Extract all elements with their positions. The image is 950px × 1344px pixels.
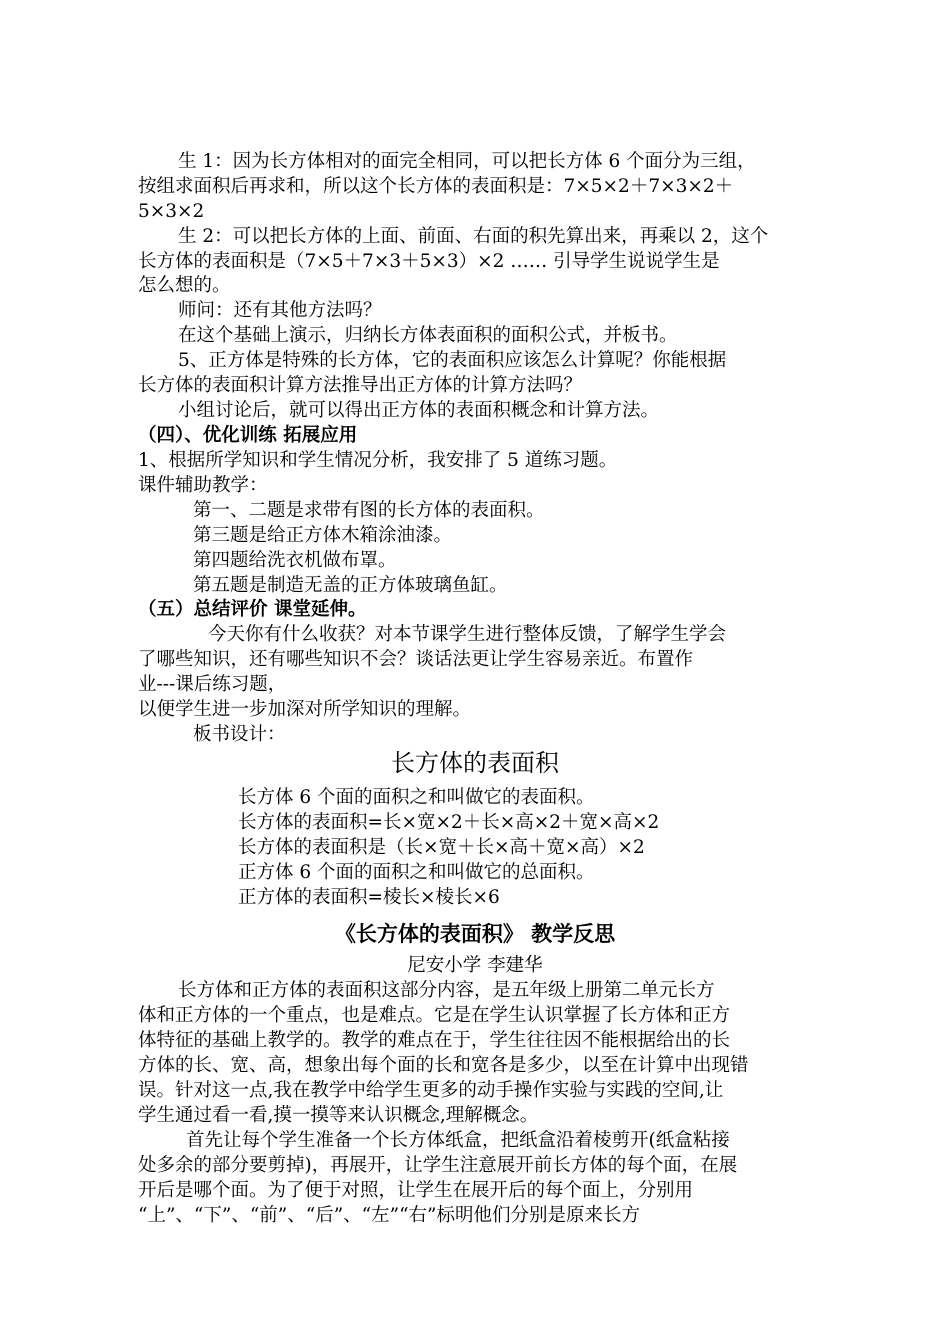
section-heading: （五）总结评价 课堂延伸。 (138, 599, 367, 620)
paragraph-line: 了哪些知识，还有哪些知识不会？谈话法更让学生容易亲近。布置作 (138, 649, 694, 670)
reflection-title: 《长方体的表面积》 教学反思 (334, 921, 616, 946)
paragraph-line: 误。针对这一点,我在教学中给学生更多的动手操作实验与实践的空间,让 (138, 1080, 724, 1101)
paragraph-line: 按组求面积后再求和，所以这个长方体的表面积是：7×5×2＋7×3×2＋ (138, 176, 734, 197)
paragraph-line: 开后是哪个面。为了便于对照，让学生在展开后的每个面上，分别用 (138, 1180, 694, 1201)
paragraph-line: 今天你有什么收获？对本节课学生进行整体反馈，了解学生学会 (208, 624, 727, 645)
board-line: 长方体的表面积是（长×宽＋长×高＋宽×高）×2 (238, 837, 645, 858)
paragraph-line: 5、正方体是特殊的长方体，它的表面积应该怎么计算呢？你能根据 (178, 350, 727, 371)
board-line: 正方体 6 个面的面积之和叫做它的总面积。 (238, 862, 595, 883)
board-line: 长方体的表面积=长×宽×2＋长×高×2＋宽×高×2 (238, 812, 660, 833)
paragraph-line: 以便学生进一步加深对所学知识的理解。 (138, 699, 472, 720)
board-line: 长方体 6 个面的面积之和叫做它的表面积。 (238, 787, 595, 808)
paragraph-line: 小组讨论后，就可以得出正方体的表面积概念和计算方法。 (178, 400, 660, 421)
board-title: 长方体的表面积 (391, 749, 559, 777)
paragraph-line: 师问：还有其他方法吗？ (178, 300, 382, 321)
paragraph-line: “上”、“下”、“前”、“后”、“左”“右”标明他们分别是原来长方 (138, 1205, 640, 1226)
list-item: 第四题给洗衣机做布罩。 (193, 550, 397, 571)
paragraph-line: 长方体的表面积计算方法推导出正方体的计算方法吗？ (138, 375, 583, 396)
paragraph-line: 体和正方体的一个重点，也是难点。它是在学生认识掌握了长方体和正方 (138, 1005, 731, 1026)
paragraph-line: 业---课后练习题， (138, 674, 287, 695)
list-item: 第五题是制造无盖的正方体玻璃鱼缸。 (193, 575, 508, 596)
paragraph-line: 生 2：可以把长方体的上面、前面、右面的积先算出来，再乘以 2，这个 (178, 226, 769, 247)
list-item: 第三题是给正方体木箱涂油漆。 (193, 525, 453, 546)
reflection-author: 尼安小学 李建华 (407, 955, 543, 976)
paragraph-line: 板书设计： (193, 724, 286, 745)
paragraph-line: 生 1：因为长方体相对的面完全相同，可以把长方体 6 个面分为三组， (178, 151, 756, 172)
paragraph-line: 处多余的部分要剪掉)，再展开，让学生注意展开前长方体的每个面，在展 (138, 1155, 738, 1176)
paragraph-line: 1、根据所学知识和学生情况分析，我安排了 5 道练习题。 (138, 450, 618, 471)
paragraph-line: 怎么想的。 (138, 275, 231, 296)
paragraph-line: 在这个基础上演示，归纳长方体表面积的面积公式，并板书。 (178, 325, 678, 346)
paragraph-line: 长方体的表面积是（7×5＋7×3＋5×3）×2 …… 引导学生说说学生是 (138, 251, 720, 272)
list-item: 第一、二题是求带有图的长方体的表面积。 (193, 500, 545, 521)
paragraph-line: 体特征的基础上教学的。教学的难点在于，学生往往因不能根据给出的长 (138, 1030, 731, 1051)
section-heading: （四）、优化训练 拓展应用 (138, 425, 358, 446)
board-line: 正方体的表面积=棱长×棱长×6 (238, 887, 500, 908)
paragraph-line: 首先让每个学生准备一个长方体纸盒，把纸盒沿着棱剪开(纸盒粘接 (186, 1130, 730, 1151)
paragraph-line: 5×3×2 (138, 201, 205, 222)
paragraph-line: 学生通过看一看,摸一摸等来认识概念,理解概念。 (138, 1105, 539, 1126)
paragraph-line: 课件辅助教学： (138, 475, 268, 496)
paragraph-line: 方体的长、宽、高，想象出每个面的长和宽各是多少，以至在计算中出现错 (138, 1055, 749, 1076)
paragraph-line: 长方体和正方体的表面积这部分内容，是五年级上册第二单元长方 (178, 980, 715, 1001)
